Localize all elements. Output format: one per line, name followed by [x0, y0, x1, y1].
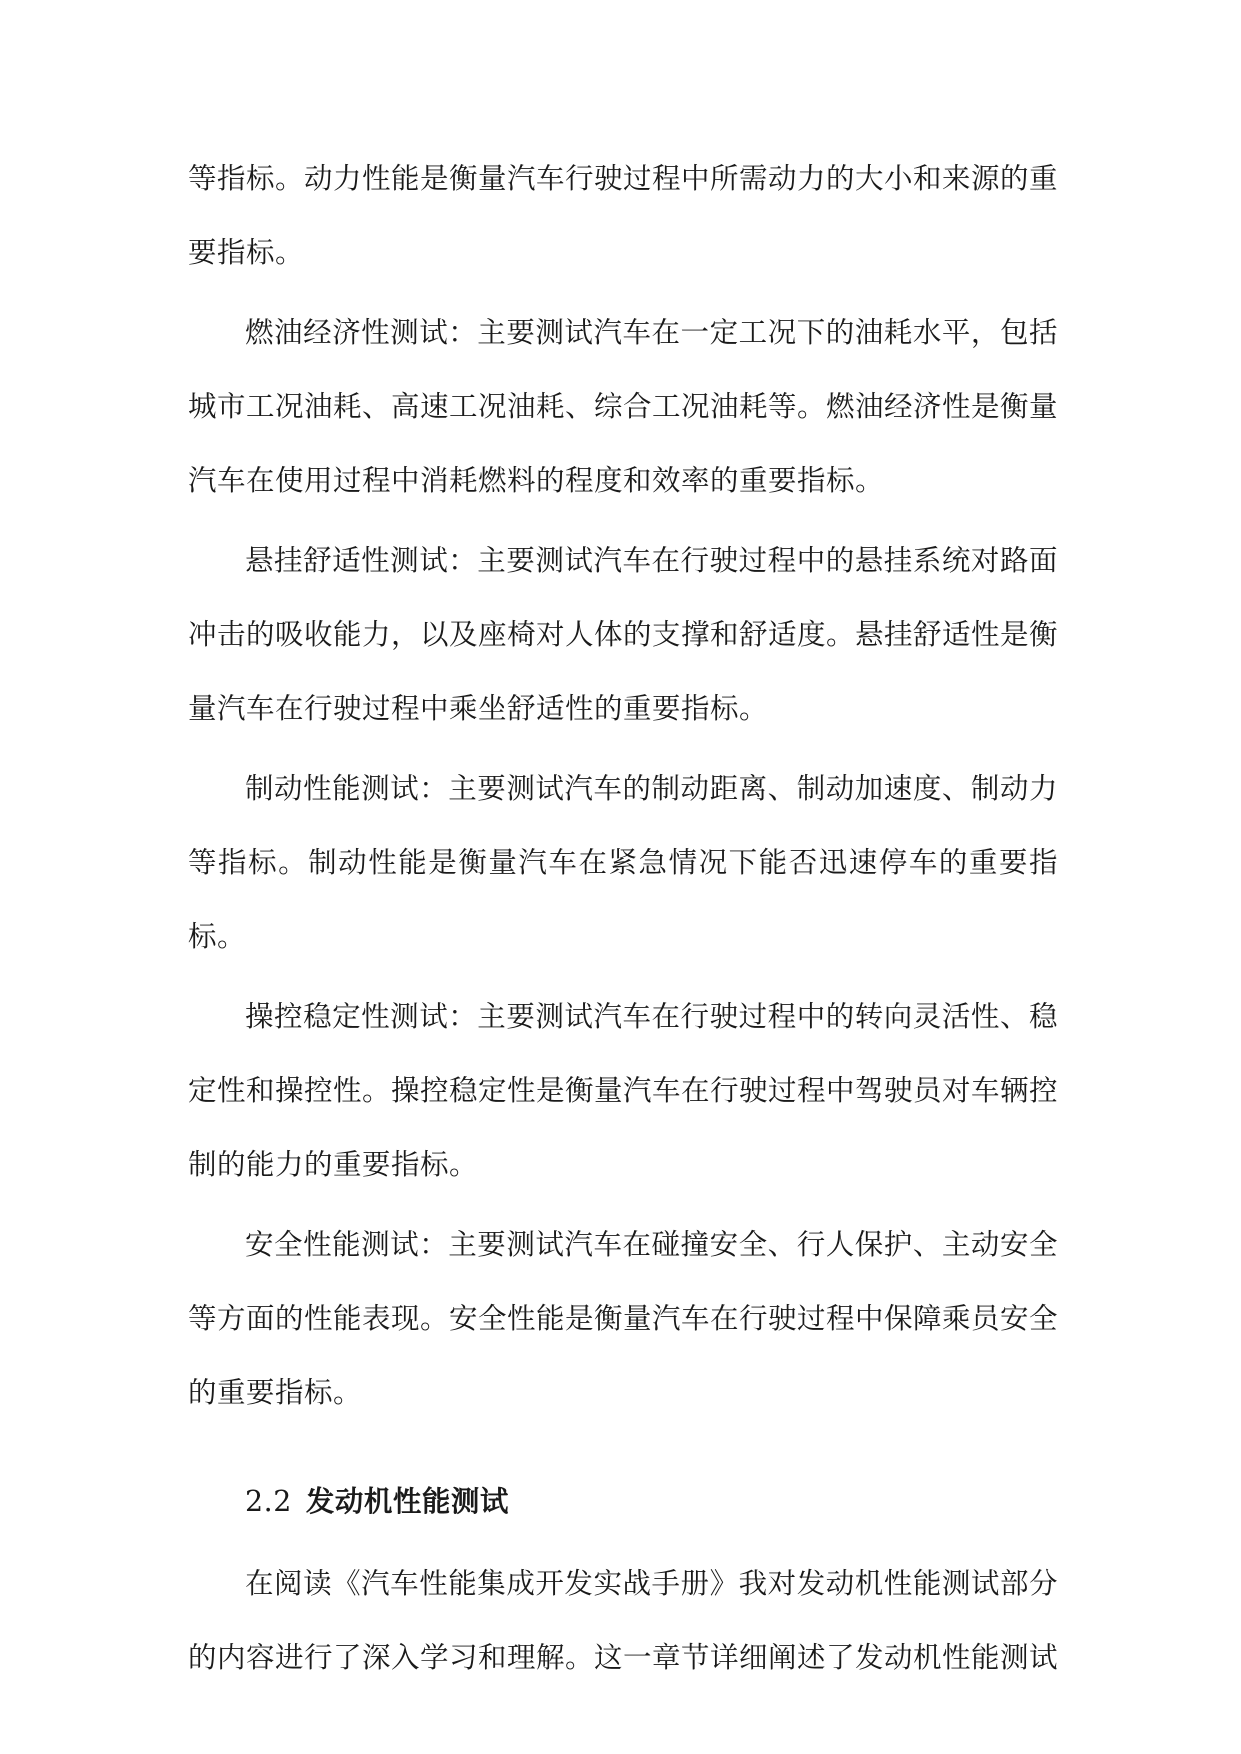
paragraph-engine-intro: 在阅读《汽车性能集成开发实战手册》我对发动机性能测试部分的内容进行了深入学习和理解。这一章节详细阐述了发动机性能测试 — [188, 1567, 1059, 1674]
section-title: 发动机性能测试 — [305, 1484, 509, 1518]
paragraph-fuel-economy: 燃油经济性测试：主要测试汽车在一定工况下的油耗水平，包括城市工况油耗、高速工况油耗、综合工况油耗等。燃油经济性是衡量汽车在使用过程中消耗燃料的程度和效率的重要指标。 — [188, 316, 1059, 497]
paragraph-braking: 制动性能测试：主要测试汽车的制动距离、制动加速度、制动力等指标。制动性能是衡量汽车在紧急情况下能否迅速停车的重要指标。 — [188, 772, 1058, 953]
paragraph-suspension-comfort: 悬挂舒适性测试：主要测试汽车在行驶过程中的悬挂系统对路面冲击的吸收能力，以及座椅对人体的支撑和舒适度。悬挂舒适性是衡量汽车在行驶过程中乘坐舒适性的重要指标。 — [188, 544, 1059, 725]
section-number: 2.2 — [245, 1485, 292, 1518]
paragraph-handling-stability: 操控稳定性测试：主要测试汽车在行驶过程中的转向灵活性、稳定性和操控性。操控稳定性是衡量汽车在行驶过程中驾驶员对车辆控制的能力的重要指标。 — [188, 1000, 1059, 1181]
paragraph-power-continued: 等指标。动力性能是衡量汽车行驶过程中所需动力的大小和来源的重要指标。 — [188, 162, 1059, 269]
document-body — [188, 142, 1058, 1701]
section-heading — [188, 1464, 1058, 1539]
paragraph-safety: 安全性能测试：主要测试汽车在碰撞安全、行人保护、主动安全等方面的性能表现。安全性能是衡量汽车在行驶过程中保障乘员安全的重要指标。 — [188, 1228, 1059, 1409]
